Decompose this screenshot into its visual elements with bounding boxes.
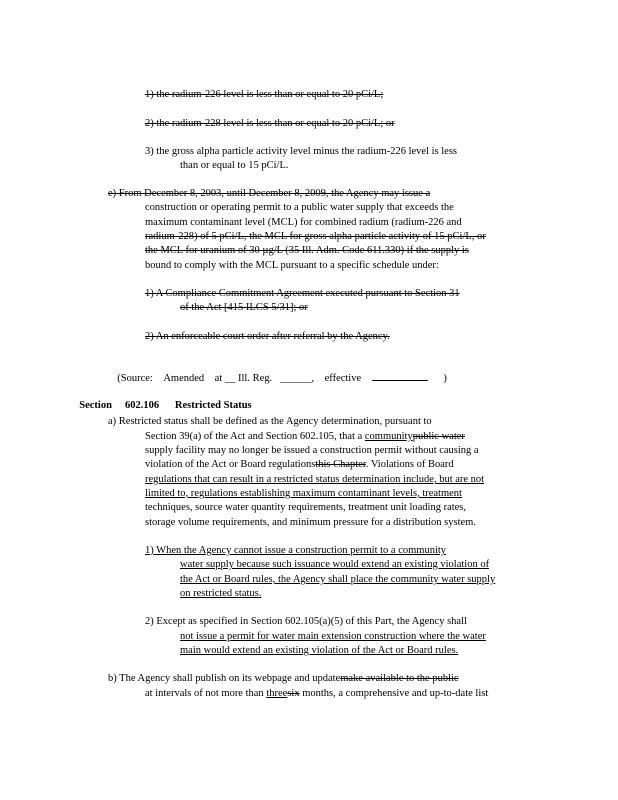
para-e2: 2) An enforceable court order after referral by the Agency. <box>145 331 390 342</box>
para-a-l4-post: . Violations of Board <box>365 459 454 470</box>
source-note <box>112 359 447 385</box>
deleted-six: six <box>287 688 300 699</box>
item-radium-228: 2) the radium-228 level is less than or equal to 20 pCi/L; or <box>145 118 395 129</box>
para-a2-line2: not issue a permit for water main extension construction where the water <box>180 631 486 642</box>
para-a2-line1: 2) Except as specified in Section 602.105(a)(5) of this Part, the Agency shall <box>145 616 467 627</box>
source-amended: Amended <box>163 373 205 384</box>
source-blank-date <box>372 371 428 381</box>
section-number: 602.106 <box>125 400 160 411</box>
source-at: at <box>214 373 223 384</box>
para-a-line2 <box>145 431 465 443</box>
item-radium-226: 1) the radium-226 level is less than or equal to 20 pCi/L; <box>145 89 384 100</box>
item-gross-alpha-line1: 3) the gross alpha particle activity level minus the radium-226 level is less <box>145 146 458 157</box>
para-b-line1 <box>108 673 459 685</box>
source-blank-volume: __ <box>224 373 236 384</box>
para-a1-line4: on restricted status. <box>180 588 262 599</box>
deleted-this-chapter: this Chapter <box>315 459 366 470</box>
para-a-line1: a) Restricted status shall be defined as the Agency determination, pursuant to <box>108 416 432 427</box>
source-ill-reg: Ill. Reg. <box>237 373 273 384</box>
deleted-public: public water <box>412 431 465 442</box>
para-a-l4-pre: violation of the Act or Board regulations <box>145 459 316 470</box>
section-title: Restricted Status <box>174 400 252 411</box>
para-e-line5: the MCL for uranium of 30 µg/L (35 Ill. Adm. Code 611.330) if the supply is <box>145 245 469 256</box>
para-e-line4: radium-228) of 5 pCi/L, the MCL for gross alpha particle activity of 15 pCi/L, or <box>145 231 486 242</box>
source-close: ) <box>443 373 447 384</box>
para-e-line1: e) From December 8, 2003, until December 8, 2009, the Agency may issue a <box>108 188 431 199</box>
para-a2-line3: main would extend an existing violation of the Act or Board rules. <box>180 645 459 656</box>
inserted-community: community <box>364 431 413 442</box>
source-effective: effective <box>324 373 362 384</box>
para-e-line6: bound to comply with the MCL pursuant to a specific schedule under: <box>145 260 439 271</box>
para-a1-l1-rest: When the Agency cannot issue a construction permit to a community <box>153 545 447 556</box>
source-blank-page: ______, <box>279 373 315 384</box>
section-label: Section <box>79 400 112 411</box>
para-e-line2: construction or operating permit to a public water supply that exceeds the <box>145 202 454 213</box>
para-e1-line1: 1) A Compliance Commitment Agreement executed pursuant to Section 31 <box>145 288 460 299</box>
inserted-three: three <box>266 688 288 699</box>
para-e-line3: maximum contaminant level (MCL) for combined radium (radium-226 and <box>145 217 462 228</box>
para-b-l2-post: months, a comprehensive and up-to-date list <box>299 688 489 699</box>
source-open: (Source: <box>117 373 153 384</box>
para-b-line2 <box>145 688 488 700</box>
para-a1-line1 <box>145 545 446 557</box>
para-a-line7: techniques, source water quantity requirements, treatment unit loading rates, <box>145 502 467 513</box>
para-a-line3: supply facility may no longer be issued a construction permit without causing a <box>145 445 479 456</box>
para-a-line8: storage volume requirements, and minimum pressure for a distribution system. <box>145 517 476 528</box>
deleted-make-available: make available to the public <box>340 673 459 684</box>
para-a-line4 <box>145 459 454 471</box>
para-b-l2-pre: at intervals of not more than <box>145 688 267 699</box>
para-a-l2-pre: Section 39(a) of the Act and Section 602.105, that a <box>145 431 365 442</box>
item-gross-alpha-line2: than or equal to 15 pCi/L. <box>180 160 289 171</box>
section-heading <box>74 388 252 412</box>
para-e1-line2: of the Act [415 ILCS 5/31]; or <box>180 302 308 313</box>
para-b-l1-pre: b) The Agency shall publish on its webpage and update <box>108 673 341 684</box>
para-a1-number: 1) <box>145 545 154 556</box>
para-a-line6: limited to, regulations establishing maximum contaminant levels, treatment <box>145 488 462 499</box>
para-a1-line3: the Act or Board rules, the Agency shall place the community water supply <box>180 574 496 585</box>
para-a-line5: regulations that can result in a restricted status determination include, but are not <box>145 474 485 485</box>
para-a1-line2: water supply because such issuance would extend an existing violation of <box>180 559 490 570</box>
